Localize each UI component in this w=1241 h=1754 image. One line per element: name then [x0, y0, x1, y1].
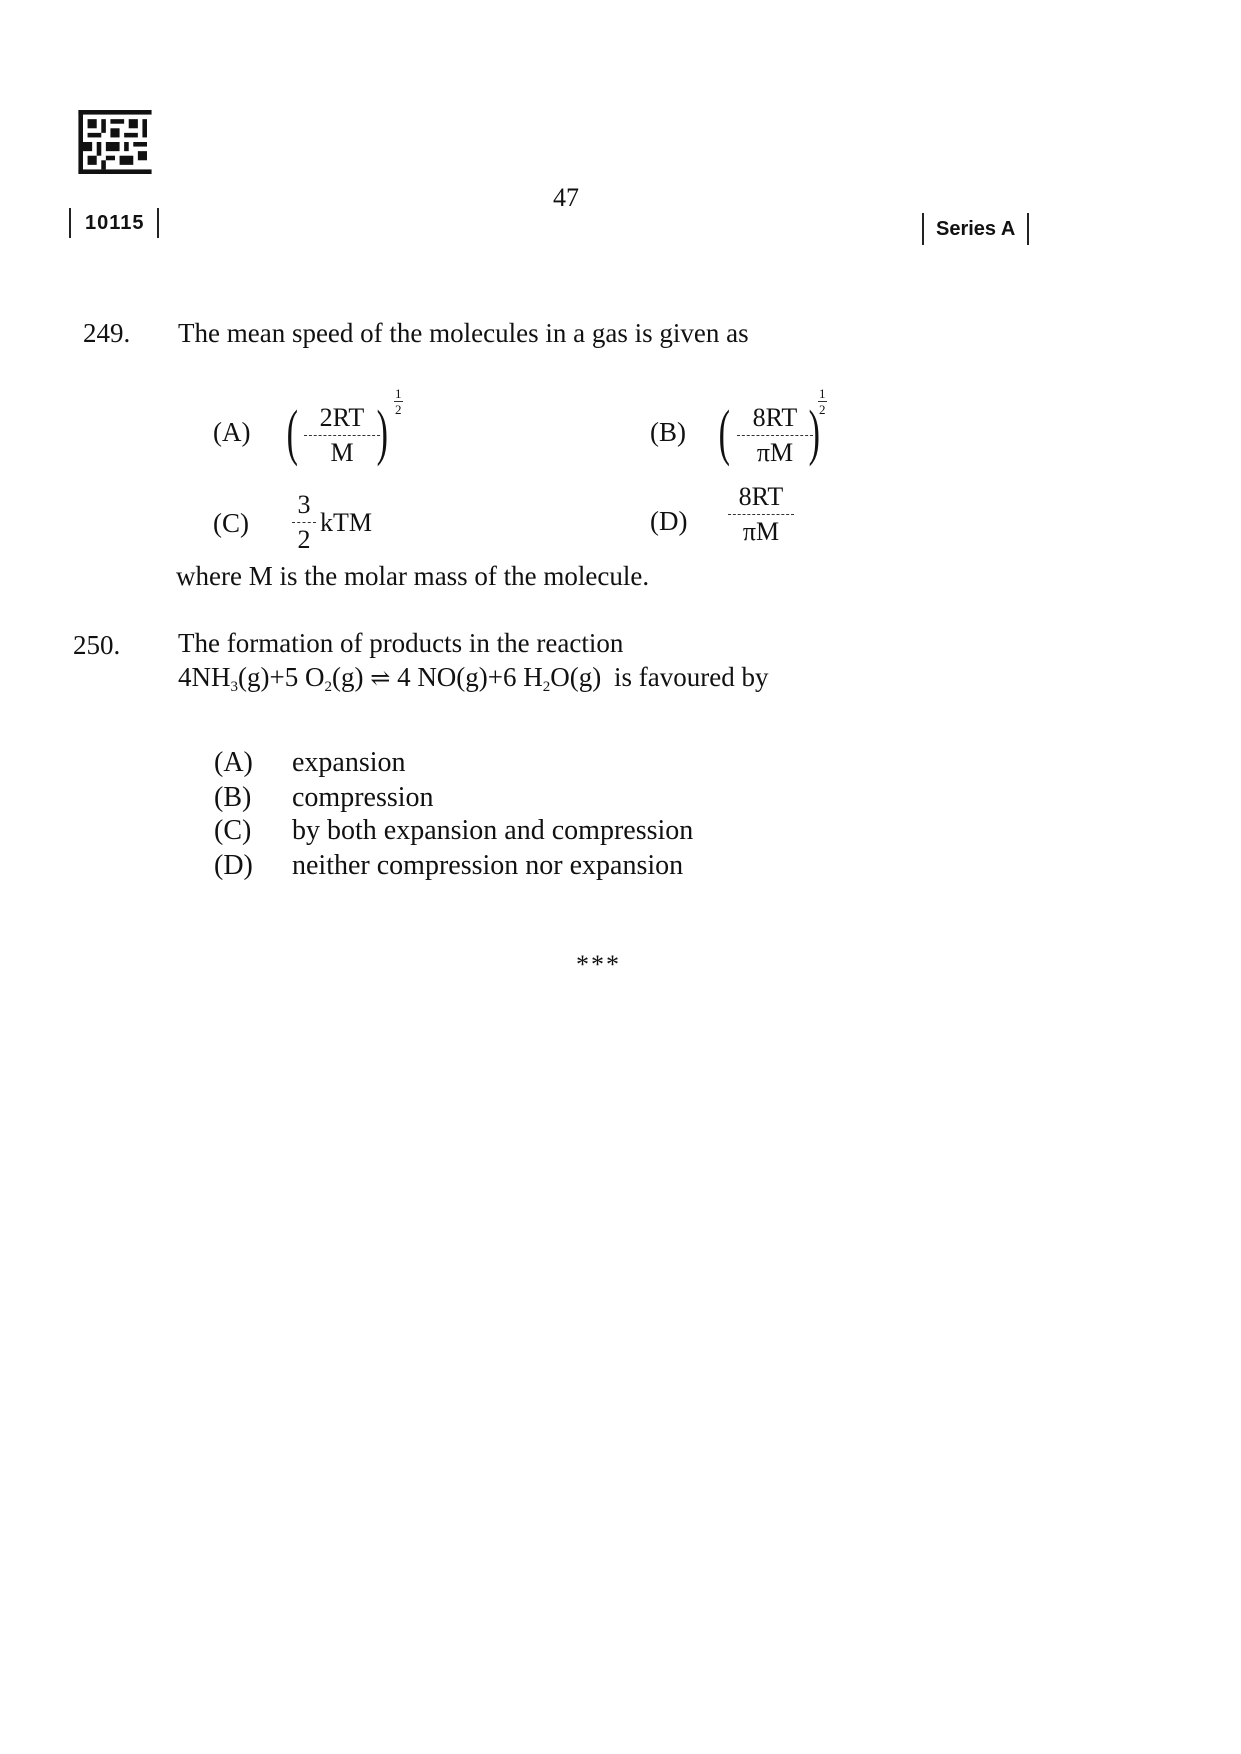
right-paren: ) — [808, 399, 821, 467]
option-a-numerator: 2RT — [319, 403, 365, 432]
option-c-label: (C) — [213, 508, 249, 538]
option-label: (A) — [214, 747, 253, 778]
subscript: 2 — [324, 679, 332, 695]
series-label: Series A — [922, 213, 1029, 245]
option-d-label: (D) — [650, 506, 688, 536]
subscript: 3 — [230, 679, 238, 695]
option-a-fraction — [304, 405, 380, 466]
option-row — [214, 782, 434, 814]
question-number-250: 250. — [73, 630, 121, 660]
paper-code: 10115 — [69, 208, 159, 238]
page-number: 47 — [553, 183, 579, 212]
option-b-denominator: πM — [737, 435, 813, 466]
option-text: by both expansion and compression — [292, 815, 694, 846]
option-row — [214, 747, 406, 779]
option-row — [214, 850, 683, 882]
option-label: (D) — [214, 850, 253, 881]
option-b-exponent — [818, 387, 827, 416]
option-text: neither compression nor expansion — [292, 850, 684, 881]
option-a-denominator: M — [304, 435, 380, 466]
reaction-part: (g) — [331, 662, 364, 692]
left-paren: ( — [718, 399, 731, 467]
exponent-denominator: 2 — [819, 402, 826, 417]
option-label: (B) — [214, 782, 252, 813]
left-paren: ( — [286, 399, 299, 467]
exponent-numerator: 1 — [819, 386, 826, 401]
option-label: (C) — [214, 815, 252, 846]
option-c-expression: kTM — [320, 508, 372, 537]
option-text: expansion — [292, 747, 406, 778]
end-marker: *** — [576, 950, 621, 979]
reaction-part: 4NH — [178, 662, 231, 692]
option-c-coef-denominator: 2 — [292, 522, 316, 553]
reaction-part: O(g) — [550, 662, 602, 692]
2d-barcode-icon — [77, 110, 153, 174]
reaction-suffix: is favoured by — [614, 662, 769, 692]
question-number-249: 249. — [83, 318, 131, 348]
option-c-coef-numerator: 3 — [297, 490, 311, 519]
option-b-numerator: 8RT — [752, 403, 798, 432]
option-a-label: (A) — [213, 417, 251, 447]
exponent-denominator: 2 — [395, 402, 402, 417]
equilibrium-arrow-icon: ⇌ — [370, 666, 391, 692]
reaction-part: (g)+5 O — [238, 662, 325, 692]
option-text: compression — [292, 782, 434, 813]
reaction-part: 4 NO(g)+6 H — [397, 662, 543, 692]
right-paren: ) — [376, 399, 389, 467]
question-text-249: The mean speed of the molecules in a gas is given as — [178, 318, 749, 348]
option-c-coefficient — [292, 492, 316, 553]
option-row — [214, 815, 693, 847]
exponent-numerator: 1 — [395, 386, 402, 401]
question-text-250: The formation of products in the reaction — [178, 628, 624, 658]
option-a-exponent — [394, 387, 403, 416]
option-b-fraction — [737, 405, 813, 466]
option-d-numerator: 8RT — [738, 482, 784, 511]
option-d-denominator: πM — [728, 514, 794, 545]
option-b-label: (B) — [650, 417, 686, 447]
option-d-fraction — [728, 484, 794, 545]
question-note-249: where M is the molar mass of the molecule. — [176, 561, 650, 591]
subscript: 2 — [542, 679, 551, 695]
reaction-equation — [178, 662, 768, 696]
